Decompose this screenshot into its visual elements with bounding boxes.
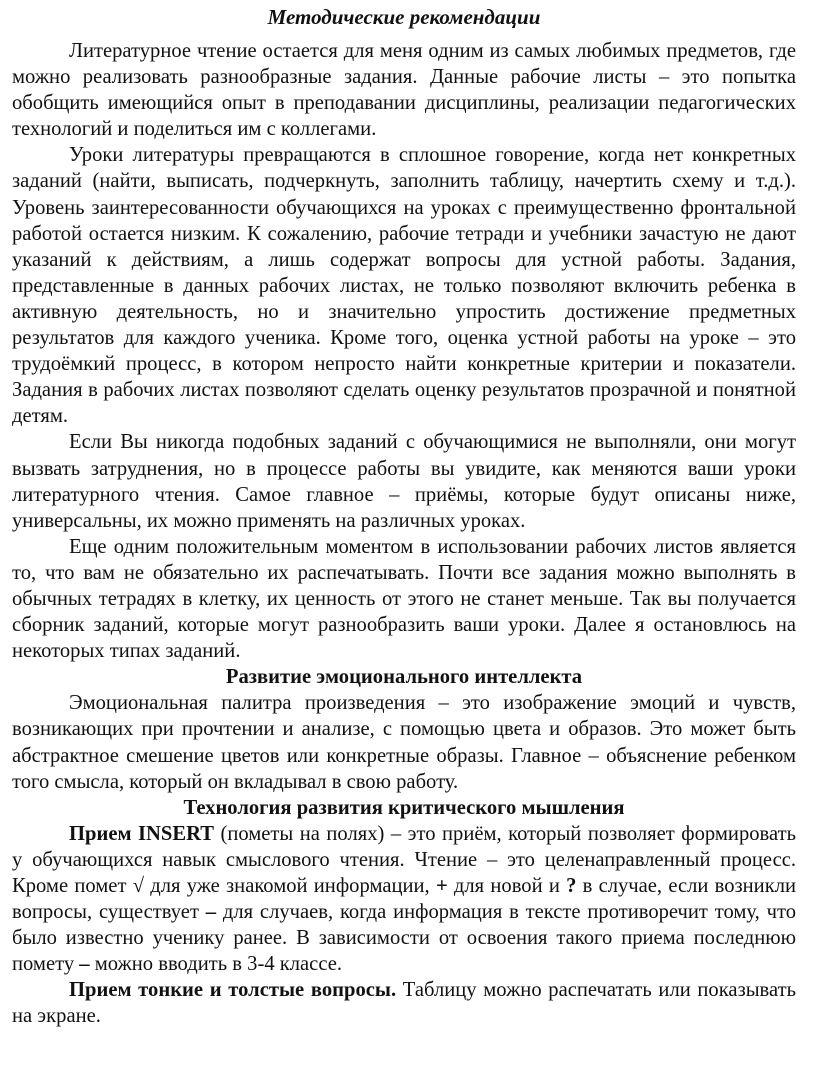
question-mark-symbol: ? [566, 875, 577, 897]
paragraph-intro: Литературное чтение остается для меня одним из самых любимых предметов, где можно реализовать разнообразные задания. Данные рабочие листы – это попытка обобщить имеющийся опыт в преподавании дисциплины, реализации педагогических технологий и поделиться им с коллегами. [12, 40, 796, 141]
paragraph-printing: Еще одним положительным моментом в использовании рабочих листов является то, что вам не обязательно их распечатывать. Почти все задания можно выполнять в обычных тетрадях в клетку, их ценность от этого не станет меньше. Так вы получается сборник заданий, которые могут разнообразить ваши уроки. Далее я остановлюсь на некоторых типах заданий. [12, 535, 796, 663]
insert-text-part: для случаев, когда информация в тексте противоречит тому, что было известно ученику ранее. В зависимости от освоения такого приема последнюю помету [12, 901, 796, 976]
document-title: Методические рекомендации [267, 5, 541, 29]
insert-text-part: для уже знакомой информации, [144, 875, 436, 897]
insert-text-part: можно вводить в 3-4 классе. [89, 953, 343, 976]
section-heading-emotional: Развитие эмоционального интеллекта [225, 666, 583, 689]
paragraph-insert-technique [12, 821, 796, 978]
insert-text-part: для новой и [447, 875, 567, 897]
paragraph-difficulties: Если Вы никогда подобных заданий с обучающимися не выполняли, они могут вызвать затруднения, но в процессе работы вы увидите, как меняются ваши уроки литературного чтения. Самое главное – приёмы, которые будут описаны ниже, универсальны, их можно применять на различных уроках. [12, 431, 796, 532]
paragraph-questions-technique [12, 977, 796, 1029]
dash-mark-symbol: – [79, 953, 90, 976]
insert-text-part: в случае, если возникли вопросы, существует [12, 875, 796, 924]
insert-technique-label: Прием INSERT [69, 822, 214, 845]
paragraph-lessons: Уроки литературы превращаются в сплошное говорение, когда нет конкретных заданий (найти, выписать, подчеркнуть, заполнить таблицу, начертить схему и т.д.). Уровень заинтересованности обучающихся на уроках с преимущественно фронтальной работой остается низким. К сожалению, рабочие тетради и учебники зачастую не дают указаний к действиям, а лишь содержат вопросы для устной работы. Задания, представленные в данных рабочих листах, не только позволяют включить ребенка в активную деятельность, но и значительно упростить достижение предметных результатов для каждого ученика. Кроме того, оценка устной работы на уроке – это трудоёмкий процесс, в котором непросто найти конкретные критерии и показатели. Задания в рабочих листах позволяют сделать оценку результатов прозрачной и понятной детям. [12, 144, 796, 428]
check-mark-symbol: √ [132, 875, 144, 897]
section-heading-critical-thinking: Технология развития критического мышления [183, 796, 625, 819]
insert-text-part: (пометы на полях) – это приём, который позволяет формировать у обучающихся навык смыслового чтения. Чтение – это целенаправленный процесс. Кроме помет [12, 822, 796, 897]
dash-mark-symbol: – [205, 901, 217, 924]
questions-technique-text: Таблицу можно распечатать или показывать на экране. [12, 979, 796, 1028]
paragraph-emotional-palette: Эмоциональная палитра произведения – это изображение эмоций и чувств, возникающих при прочтении и анализе, с помощью цвета и образов. Это может быть абстрактное смешение цветов или конкретные образы. Главное – объяснение ребенком того смысла, который он вкладывал в свою работу. [12, 692, 796, 793]
plus-mark-symbol: + [435, 875, 448, 897]
questions-technique-label: Прием тонкие и толстые вопросы. [69, 979, 397, 1002]
